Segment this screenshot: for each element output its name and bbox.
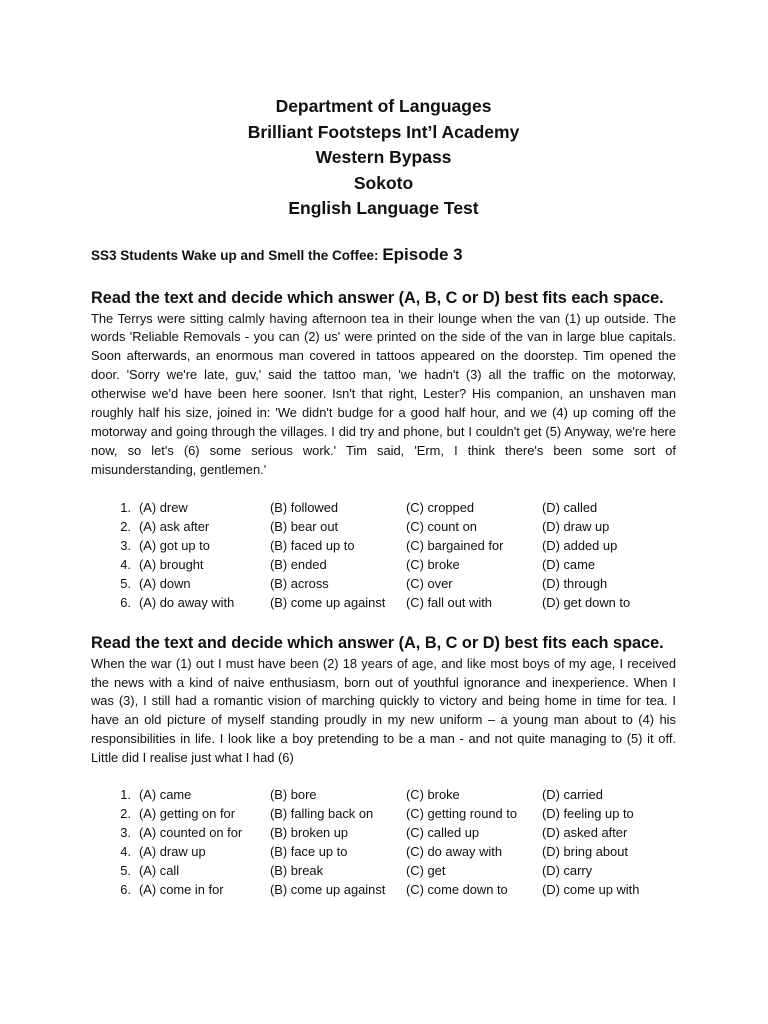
option-b: (B) bear out	[270, 518, 339, 534]
question-number: 5.	[120, 575, 131, 591]
section1-question-list	[91, 498, 676, 612]
test-title: English Language Test	[288, 198, 479, 218]
option-d: (D) feeling up to	[542, 806, 634, 822]
question-row	[91, 517, 676, 536]
question-number: 1.	[120, 787, 131, 803]
option-d: (D) come up with	[542, 882, 640, 898]
question-row	[91, 804, 676, 823]
option-c: (C) broke	[406, 556, 460, 572]
option-d: (D) came	[542, 556, 595, 572]
option-d: (D) through	[542, 575, 608, 591]
option-d: (D) carry	[542, 863, 593, 879]
option-b: (B) across	[270, 575, 329, 591]
question-row	[91, 785, 676, 804]
department-title: Department of Languages	[275, 96, 492, 116]
option-c: (C) fall out with	[406, 594, 492, 610]
option-b: (B) bore	[270, 787, 317, 803]
section2-passage: When the war (1) out I must have been (2) 18 years of age, and like most boys of my age, I received the news with a kind of naive enthusiasm, born out of youthful ignorance and inexperience. When I was (3), I still had a romantic vision of marching quickly to victory and being home in time for tea. I have an old picture of myself standing proudly in my new uniform – a young man about to (4) his responsibilities in life. I look like a boy pretending to be a man - and not quite managing to (5) it off. Little did I realise just what I had (6)	[91, 655, 676, 766]
question-row	[91, 880, 676, 899]
option-b: (B) come up against	[270, 594, 386, 610]
option-b: (B) followed	[270, 499, 339, 515]
question-number: 4.	[120, 556, 131, 572]
question-number: 1.	[120, 499, 131, 515]
option-b: (B) break	[270, 863, 324, 879]
section2-question-list	[91, 785, 676, 899]
episode-label: Episode 3	[382, 244, 463, 264]
city-line: Sokoto	[353, 172, 414, 193]
question-number: 6.	[120, 882, 131, 898]
question-number: 5.	[120, 863, 131, 879]
question-row	[91, 498, 676, 517]
option-d: (D) get down to	[542, 594, 631, 610]
question-row	[91, 861, 676, 880]
option-b: (B) face up to	[270, 844, 348, 860]
option-c: (C) called up	[406, 825, 480, 841]
option-a: (A) come in for	[139, 882, 224, 898]
option-c: (C) get	[406, 863, 446, 879]
option-c: (C) count on	[406, 518, 477, 534]
option-b: (B) falling back on	[270, 806, 374, 822]
option-a: (A) counted on for	[139, 825, 243, 841]
option-c: (C) bargained for	[406, 537, 504, 553]
question-row	[91, 593, 676, 612]
option-d: (D) carried	[542, 787, 603, 803]
question-number: 2.	[120, 806, 131, 822]
question-row	[91, 574, 676, 593]
section1-passage: The Terrys were sitting calmly having afternoon tea in their lounge when the van (1) up outside. The words 'Reliable Removals - you can (2) us' were printed on the side of the van in large blue capitals. Soon afterwards, an enormous man covered in tattoos appeared on the doorstep. Tim opened the door. 'Sorry we're late, guv,' said the tattoo man, 'we hadn't (3) all the traffic on the motorway, otherwise we'd have been here sooner. Isn't that right, Lester? His companion, an unshaven man roughly half his size, joined in: 'We didn't budge for a good half hour, and we (4) up coming off the motorway and going through the villages. I did try and phone, but I couldn't get (5) Anyway, we're here now, so let's (6) some serious work.' Tim said, 'Erm, I think there's been some sort of misunderstanding, gentlemen.'	[91, 310, 676, 477]
option-b: (B) broken up	[270, 825, 349, 841]
option-a: (A) came	[139, 787, 192, 803]
option-a: (A) do away with	[139, 594, 235, 610]
option-b: (B) faced up to	[270, 537, 355, 553]
option-c: (C) cropped	[406, 499, 475, 515]
question-row	[91, 842, 676, 861]
question-number: 2.	[120, 518, 131, 534]
option-a: (A) brought	[139, 556, 204, 572]
option-c: (C) come down to	[406, 882, 508, 898]
option-a: (A) down	[139, 575, 191, 591]
section1-instruction: Read the text and decide which answer (A, B, C or D) best fits each space.	[91, 288, 664, 307]
question-row	[91, 823, 676, 842]
school-name: Brilliant Footsteps Int’l Academy	[247, 121, 520, 142]
option-d: (D) added up	[542, 537, 618, 553]
question-number: 3.	[120, 825, 131, 841]
episode-subtitle	[91, 245, 676, 265]
subtitle-text: SS3 Students Wake up and Smell the Coffee:	[91, 247, 379, 263]
address-line: Western Bypass	[315, 147, 452, 167]
option-c: (C) getting round to	[406, 806, 518, 822]
option-a: (A) got up to	[139, 537, 210, 553]
option-a: (A) drew	[139, 499, 188, 515]
section2-instruction: Read the text and decide which answer (A, B, C or D) best fits each space.	[91, 633, 664, 652]
option-c: (C) broke	[406, 787, 460, 803]
option-a: (A) ask after	[139, 518, 210, 534]
question-number: 4.	[120, 844, 131, 860]
question-row	[91, 555, 676, 574]
option-c: (C) do away with	[406, 844, 502, 860]
option-d: (D) draw up	[542, 518, 610, 534]
option-a: (A) draw up	[139, 844, 206, 860]
option-b: (B) come up against	[270, 882, 386, 898]
question-row	[91, 536, 676, 555]
option-c: (C) over	[406, 575, 453, 591]
option-b: (B) ended	[270, 556, 327, 572]
option-a: (A) call	[139, 863, 180, 879]
question-number: 6.	[120, 594, 131, 610]
option-d: (D) called	[542, 499, 598, 515]
option-a: (A) getting on for	[139, 806, 236, 822]
document-header	[91, 0, 676, 222]
option-d: (D) bring about	[542, 844, 628, 860]
question-number: 3.	[120, 537, 131, 553]
option-d: (D) asked after	[542, 825, 628, 841]
